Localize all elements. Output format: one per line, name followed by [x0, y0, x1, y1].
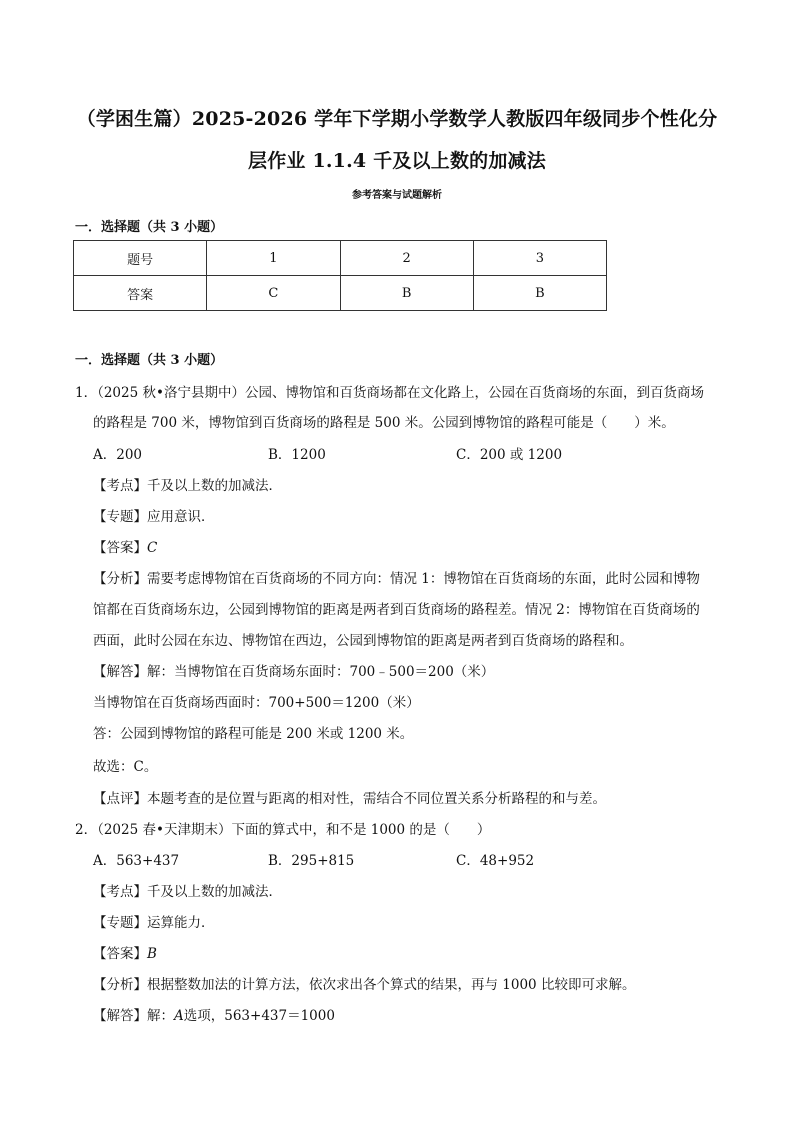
q1-zhuanti: 【专题】应用意识．: [93, 509, 215, 525]
q2-option-a: A．563+437: [93, 853, 180, 869]
table-cell: B: [340, 276, 473, 311]
q1-solution-line2: 当博物馆在百货商场西面时：700+500＝1200（米）: [93, 695, 420, 711]
answer-table: [73, 240, 607, 311]
q2-stem: 2．（2025 春•天津期末）下面的算式中，和不是 1000 的是（ ）: [75, 822, 491, 838]
solution-var: A: [174, 1008, 184, 1024]
document-title-line2: 层作业 1.1.4 千及以上数的加减法: [248, 150, 546, 172]
table-cell: 2: [340, 241, 473, 276]
document-subtitle: 参考答案与试题解析: [352, 190, 442, 201]
answer-value: C: [147, 540, 158, 556]
table-cell: C: [207, 276, 340, 311]
table-cell: 答案: [74, 276, 207, 311]
q1-option-c: C．200 或 1200: [456, 447, 563, 463]
table-row: [74, 241, 607, 276]
q1-kaodian: 【考点】千及以上数的加减法．: [93, 478, 282, 494]
table-cell: 1: [207, 241, 340, 276]
q1-solution-line3: 答：公园到博物馆的路程可能是 200 米或 1200 米。: [93, 726, 414, 742]
q1-solution-line1: 【解答】解：当博物馆在百货商场东面时：700﹣500＝200（米）: [93, 664, 495, 680]
q2-option-b: B．295+815: [268, 853, 355, 869]
answer-value: B: [147, 946, 157, 962]
q1-analysis-line1: 【分析】需要考虑博物馆在百货商场的不同方向：情况 1：博物馆在百货商场的东面，此时公园和博物: [93, 571, 700, 587]
q2-solution-line1: [93, 1004, 335, 1024]
q1-analysis-line3: 西面，此时公园在东边、博物馆在西边，公园到博物馆的距离是两者到百货商场的路程和。: [93, 633, 633, 649]
document-title-line1: （学困生篇）2025-2026 学年下学期小学数学人教版四年级同步个性化分: [76, 108, 718, 130]
solution-prefix: 【解答】解：: [93, 1008, 174, 1024]
table-row: [74, 276, 607, 311]
q2-analysis: 【分析】根据整数加法的计算方法，依次求出各个算式的结果，再与 1000 比较即可求解。: [93, 977, 636, 993]
q1-analysis-line2: 馆都在百货商场东边，公园到博物馆的距离是两者到百货商场的路程差。情况 2：博物馆在百货商场的: [93, 602, 700, 618]
answer-label: 【答案】: [93, 540, 147, 556]
q1-comment: 【点评】本题考查的是位置与距离的相对性，需结合不同位置关系分析路程的和与差。: [93, 791, 606, 807]
q1-stem-line1: 1．（2025 秋•洛宁县期中）公园、博物馆和百货商场都在文化路上，公园在百货商场的东面，到百货商场: [75, 385, 704, 401]
q2-zhuanti: 【专题】运算能力．: [93, 915, 215, 931]
q1-option-a: A．200: [93, 447, 143, 463]
q1-choice: 故选：C。: [93, 759, 158, 775]
section-heading-answers: 一．选择题（共 3 小题）: [75, 220, 224, 235]
q2-option-c: C．48+952: [456, 853, 535, 869]
table-cell: 3: [473, 241, 606, 276]
answer-label: 【答案】: [93, 946, 147, 962]
q1-stem-line2: 的路程是 700 米，博物馆到百货商场的路程是 500 米。公园到博物馆的路程可能是（ ）米。: [93, 415, 675, 431]
solution-rest: 选项，563+437＝1000: [183, 1008, 335, 1024]
q2-kaodian: 【考点】千及以上数的加减法．: [93, 884, 282, 900]
table-cell: B: [473, 276, 606, 311]
q1-answer: [93, 536, 157, 556]
table-cell: 题号: [74, 241, 207, 276]
q1-option-b: B．1200: [268, 447, 326, 463]
section-heading-solutions: 一．选择题（共 3 小题）: [75, 353, 224, 368]
q2-answer: [93, 942, 157, 962]
